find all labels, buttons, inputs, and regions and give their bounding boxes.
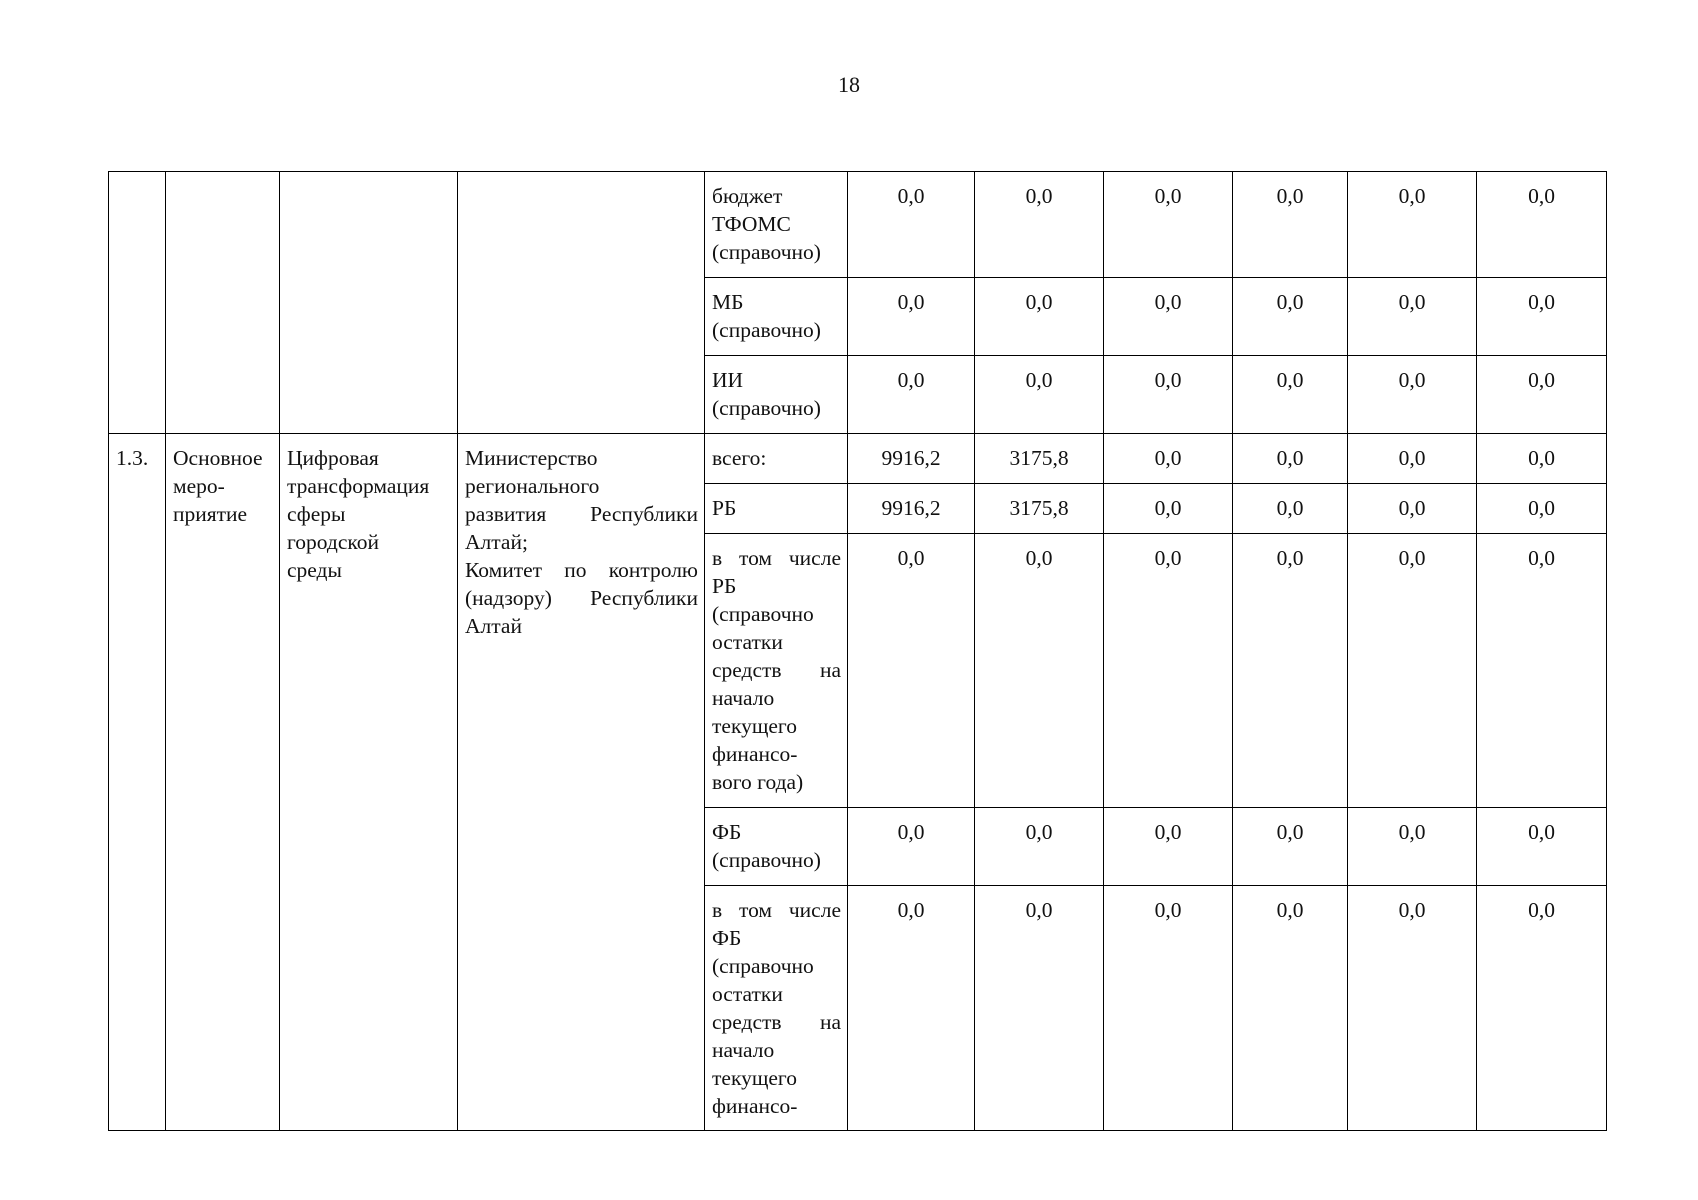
value-cell: 0,0 bbox=[1348, 808, 1477, 886]
value-cell: 0,0 bbox=[1233, 356, 1348, 434]
table-row bbox=[109, 434, 1607, 484]
funding-source-cell: всего: bbox=[705, 434, 848, 484]
value-cell: 0,0 bbox=[1348, 484, 1477, 534]
value-cell: 0,0 bbox=[848, 886, 975, 1131]
value-cell: 0,0 bbox=[1348, 172, 1477, 278]
funding-source-cell: в том числе РБ (справочно остатки средств на начало текущего финансо- вого года) bbox=[705, 534, 848, 808]
activity-executor-cell: Министерство регионального развития Республики Алтай; Комитет по контролю (надзору) Республики Алтай bbox=[458, 434, 705, 1131]
type-cell-empty bbox=[166, 172, 280, 434]
value-cell: 0,0 bbox=[1233, 434, 1348, 484]
funding-source-cell: в том числе ФБ (справочно остатки средств на начало текущего финансо- bbox=[705, 886, 848, 1131]
value-cell: 0,0 bbox=[1233, 886, 1348, 1131]
value-cell: 0,0 bbox=[1348, 278, 1477, 356]
value-cell: 0,0 bbox=[1233, 278, 1348, 356]
value-cell: 0,0 bbox=[1104, 886, 1233, 1131]
value-cell: 0,0 bbox=[1477, 278, 1607, 356]
value-cell: 0,0 bbox=[975, 534, 1104, 808]
activity-type-cell: Основное меро- приятие bbox=[166, 434, 280, 1131]
value-cell: 0,0 bbox=[1348, 434, 1477, 484]
table-row bbox=[109, 172, 1607, 278]
funding-source-cell: ФБ (справочно) bbox=[705, 808, 848, 886]
value-cell: 0,0 bbox=[848, 172, 975, 278]
value-cell: 0,0 bbox=[1233, 534, 1348, 808]
value-cell: 0,0 bbox=[1477, 484, 1607, 534]
funding-source-cell: бюджет ТФОМС (справочно) bbox=[705, 172, 848, 278]
value-cell: 0,0 bbox=[1104, 172, 1233, 278]
value-cell: 3175,8 bbox=[975, 434, 1104, 484]
value-cell: 0,0 bbox=[1104, 808, 1233, 886]
value-cell: 0,0 bbox=[1348, 534, 1477, 808]
value-cell: 0,0 bbox=[975, 808, 1104, 886]
value-cell: 0,0 bbox=[1104, 434, 1233, 484]
page-number: 18 bbox=[838, 72, 860, 97]
value-cell: 0,0 bbox=[975, 172, 1104, 278]
number-cell-empty bbox=[109, 172, 166, 434]
value-cell: 0,0 bbox=[975, 886, 1104, 1131]
value-cell: 0,0 bbox=[975, 278, 1104, 356]
value-cell: 0,0 bbox=[1477, 356, 1607, 434]
value-cell: 0,0 bbox=[1104, 278, 1233, 356]
value-cell: 0,0 bbox=[848, 356, 975, 434]
value-cell: 0,0 bbox=[1477, 434, 1607, 484]
value-cell: 0,0 bbox=[1477, 172, 1607, 278]
value-cell: 0,0 bbox=[848, 534, 975, 808]
value-cell: 0,0 bbox=[1104, 356, 1233, 434]
executor-cell-empty bbox=[458, 172, 705, 434]
value-cell: 0,0 bbox=[1233, 808, 1348, 886]
value-cell: 0,0 bbox=[1477, 808, 1607, 886]
value-cell: 0,0 bbox=[1477, 886, 1607, 1131]
value-cell: 9916,2 bbox=[848, 434, 975, 484]
value-cell: 3175,8 bbox=[975, 484, 1104, 534]
value-cell: 9916,2 bbox=[848, 484, 975, 534]
value-cell: 0,0 bbox=[1233, 484, 1348, 534]
funding-source-cell: РБ bbox=[705, 484, 848, 534]
funding-source-cell: ИИ (справочно) bbox=[705, 356, 848, 434]
value-cell: 0,0 bbox=[1348, 886, 1477, 1131]
value-cell: 0,0 bbox=[975, 356, 1104, 434]
value-cell: 0,0 bbox=[848, 808, 975, 886]
financing-table bbox=[108, 171, 1607, 1131]
value-cell: 0,0 bbox=[1104, 534, 1233, 808]
name-cell-empty bbox=[280, 172, 458, 434]
value-cell: 0,0 bbox=[848, 278, 975, 356]
value-cell: 0,0 bbox=[1233, 172, 1348, 278]
value-cell: 0,0 bbox=[1348, 356, 1477, 434]
activity-number-cell: 1.3. bbox=[109, 434, 166, 1131]
value-cell: 0,0 bbox=[1104, 484, 1233, 534]
activity-name-cell: Цифровая трансформация сферы городской среды bbox=[280, 434, 458, 1131]
value-cell: 0,0 bbox=[1477, 534, 1607, 808]
funding-source-cell: МБ (справочно) bbox=[705, 278, 848, 356]
